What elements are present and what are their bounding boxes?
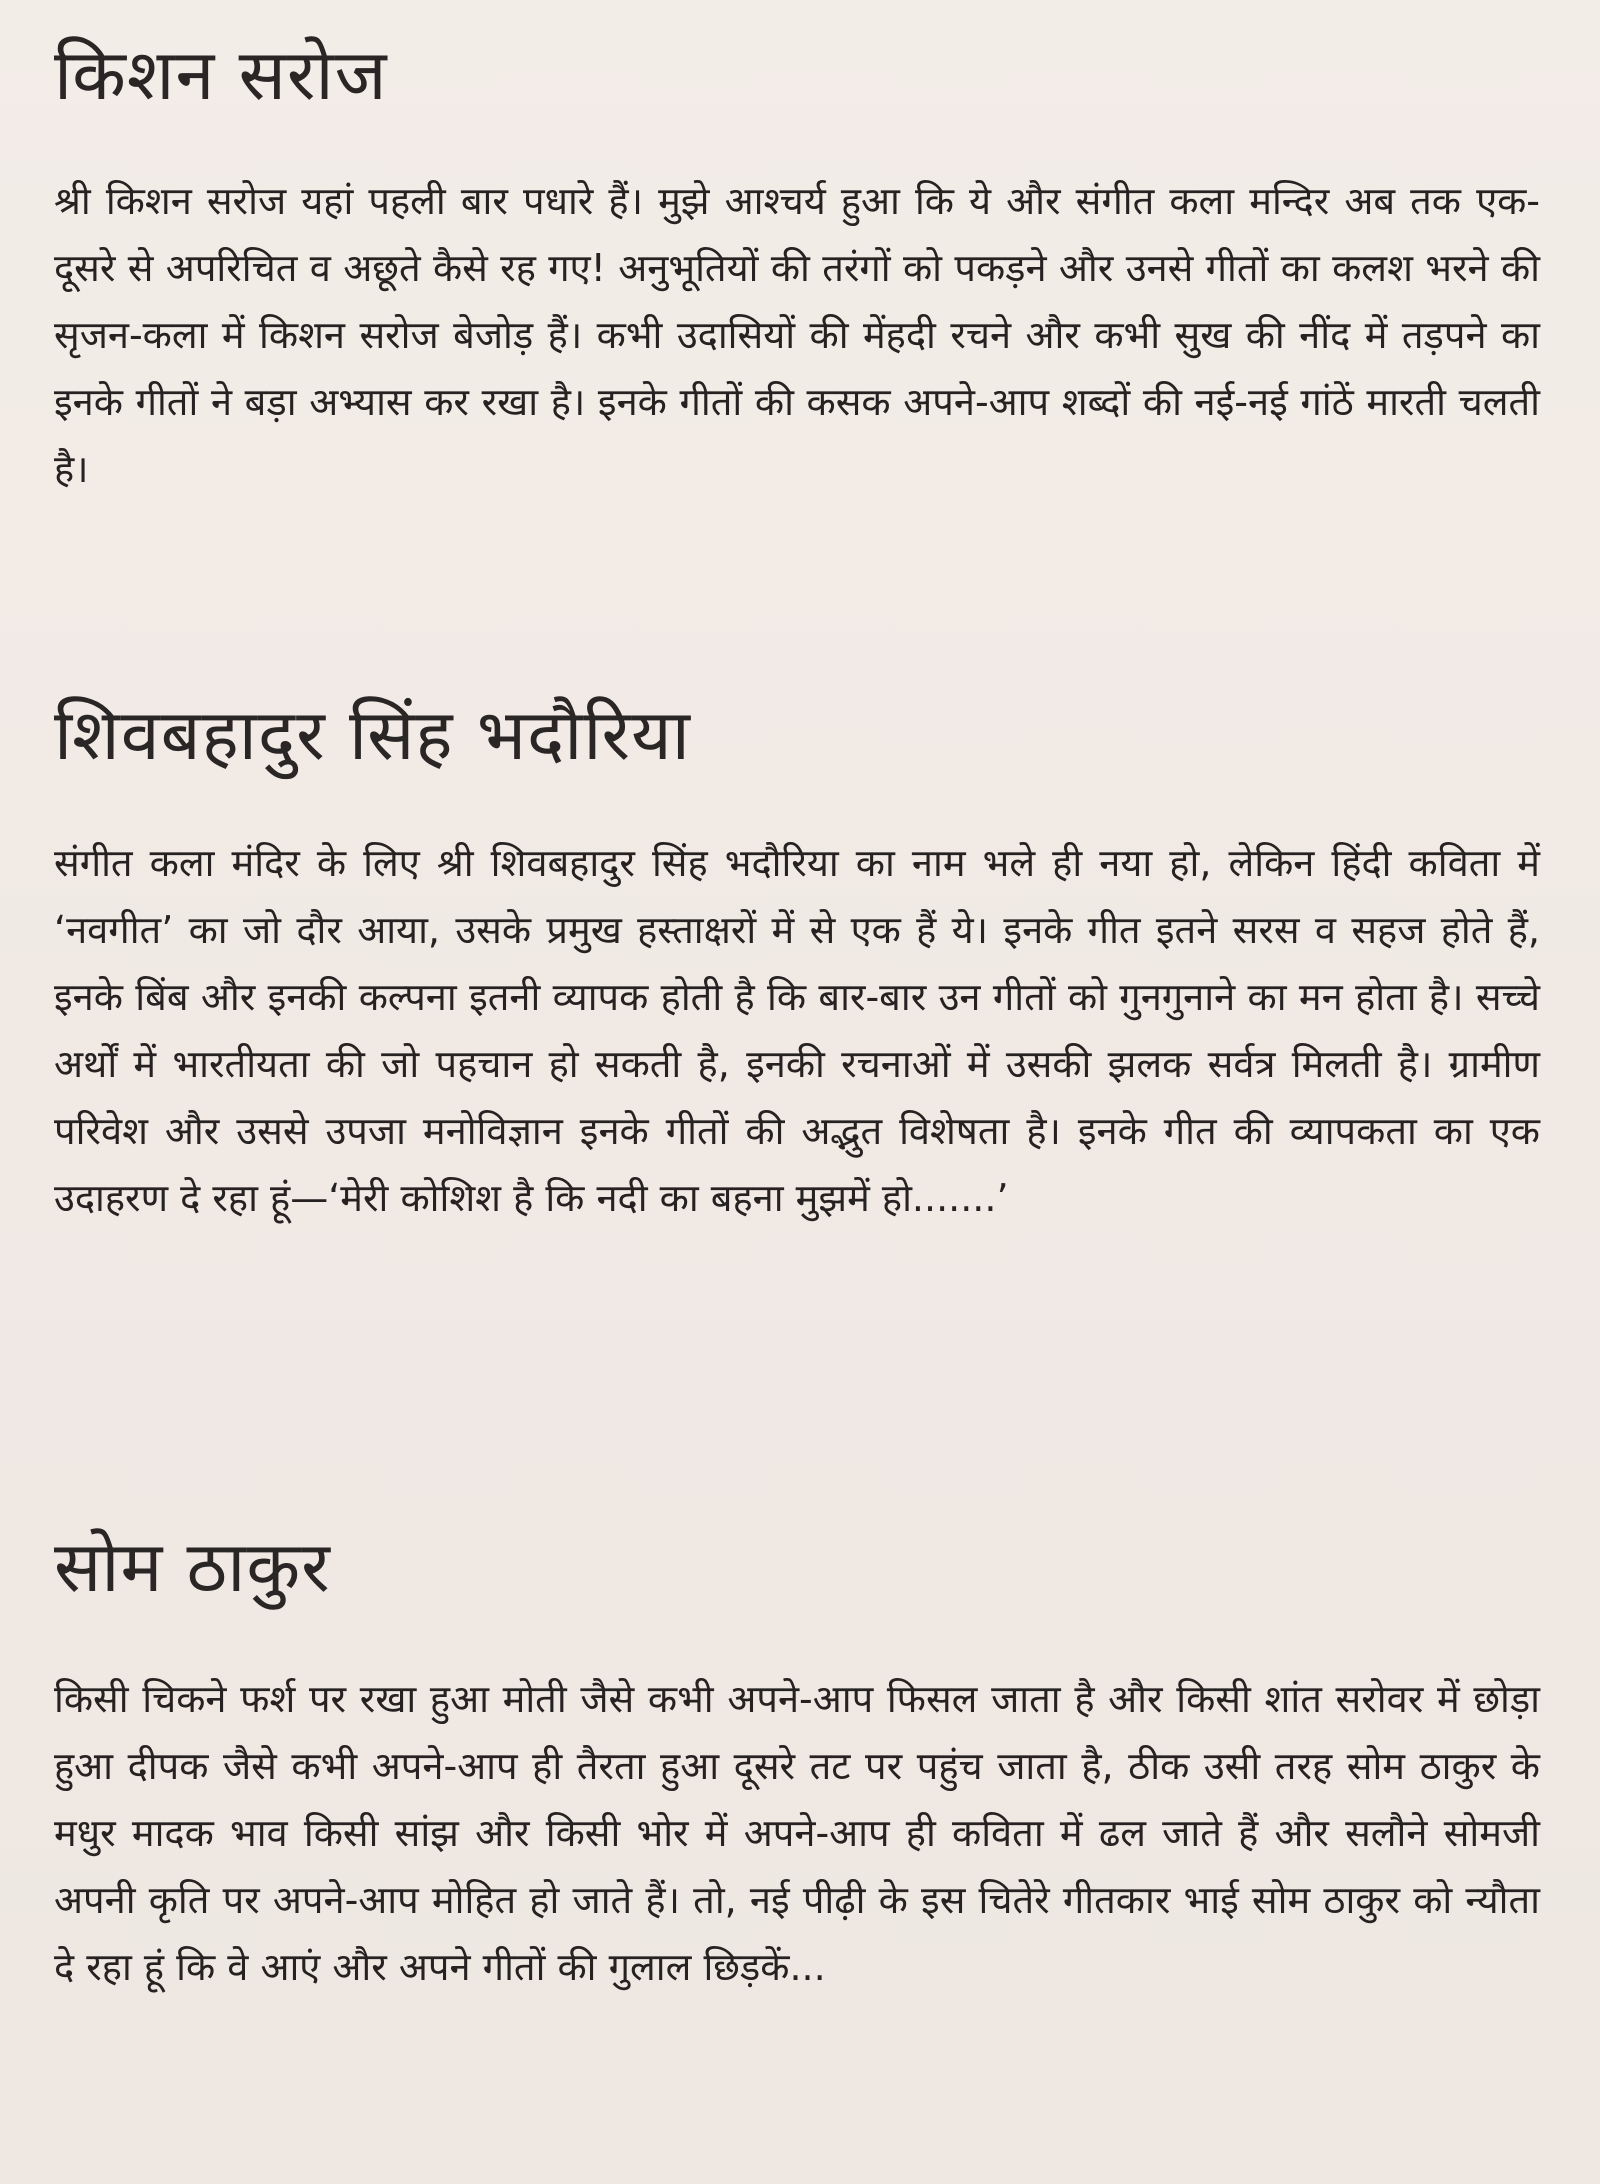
section-paragraph: श्री किशन सरोज यहां पहली बार पधारे हैं। मुझे आश्चर्य हुआ कि ये और संगीत कला मन्दिर अब तक एक-दूसरे से अपरिचित व अछूते कैसे रह गए! अनुभूतियों की तरंगों को पकड़ने और उनसे गीतों का कलश भरने की सृजन-कला में किशन सरोज बेजोड़ हैं। कभी उदासियों की मेंहदी रचने और कभी सुख की नींद में तड़पने का इनके गीतों ने बड़ा अभ्यास कर रखा है। इनके गीतों की कसक अपने-आप शब्दों की नई-नई गांठें मारती चलती है। bbox=[54, 179, 1540, 491]
section-heading: किशन सरोज bbox=[54, 34, 388, 116]
section-kishan-saroj bbox=[54, 34, 1540, 503]
section-paragraph: किसी चिकने फर्श पर रखा हुआ मोती जैसे कभी अपने-आप फिसल जाता है और किसी शांत सरोवर में छोड़ा हुआ दीपक जैसे कभी अपने-आप ही तैरता हुआ दूसरे तट पर पहुंच जाता है, ठीक उसी तरह सोम ठाकुर के मधुर मादक भाव किसी सांझ और किसी भोर में अपने-आप ही कविता में ढल जाते हैं और सलौने सोमजी अपनी कृति पर अपने-आप मोहित हो जाते हैं। तो, नई पीढ़ी के इस चितेरे गीतकार भाई सोम ठाकुर को न्यौता दे रहा हूं कि वे आएं और अपने गीतों की गुलाल छिड़कें... bbox=[54, 1677, 1540, 1989]
section-paragraph: संगीत कला मंदिर के लिए श्री शिवबहादुर सिंह भदौरिया का नाम भले ही नया हो, लेकिन हिंदी कविता में ‘नवगीत’ का जो दौर आया, उसके प्रमुख हस्ताक्षरों में से एक हैं ये। इनके गीत इतने सरस व सहज होते हैं, इनके बिंब और इनकी कल्पना इतनी व्यापक होती है कि बार-बार उन गीतों को गुनगुनाने का मन होता है। सच्चे अर्थों में भारतीयता की जो पहचान हो सकती है, इनकी रचनाओं में उसकी झलक सर्वत्र मिलती है। ग्रामीण परिवेश और उससे उपजा मनोविज्ञान इनके गीतों की अद्भुत विशेषता है। इनके गीत की व्यापकता का एक उदाहरण दे रहा हूं—‘मेरी कोशिश है कि नदी का बहना मुझमें हो.......’ bbox=[54, 841, 1540, 1220]
section-som-thakur bbox=[54, 1526, 1540, 2001]
section-heading: शिवबहादुर सिंह भदौरिया bbox=[54, 694, 691, 776]
section-shivbahadur-singh-bhadauriya bbox=[54, 694, 1540, 1232]
section-heading: सोम ठाकुर bbox=[54, 1526, 331, 1608]
